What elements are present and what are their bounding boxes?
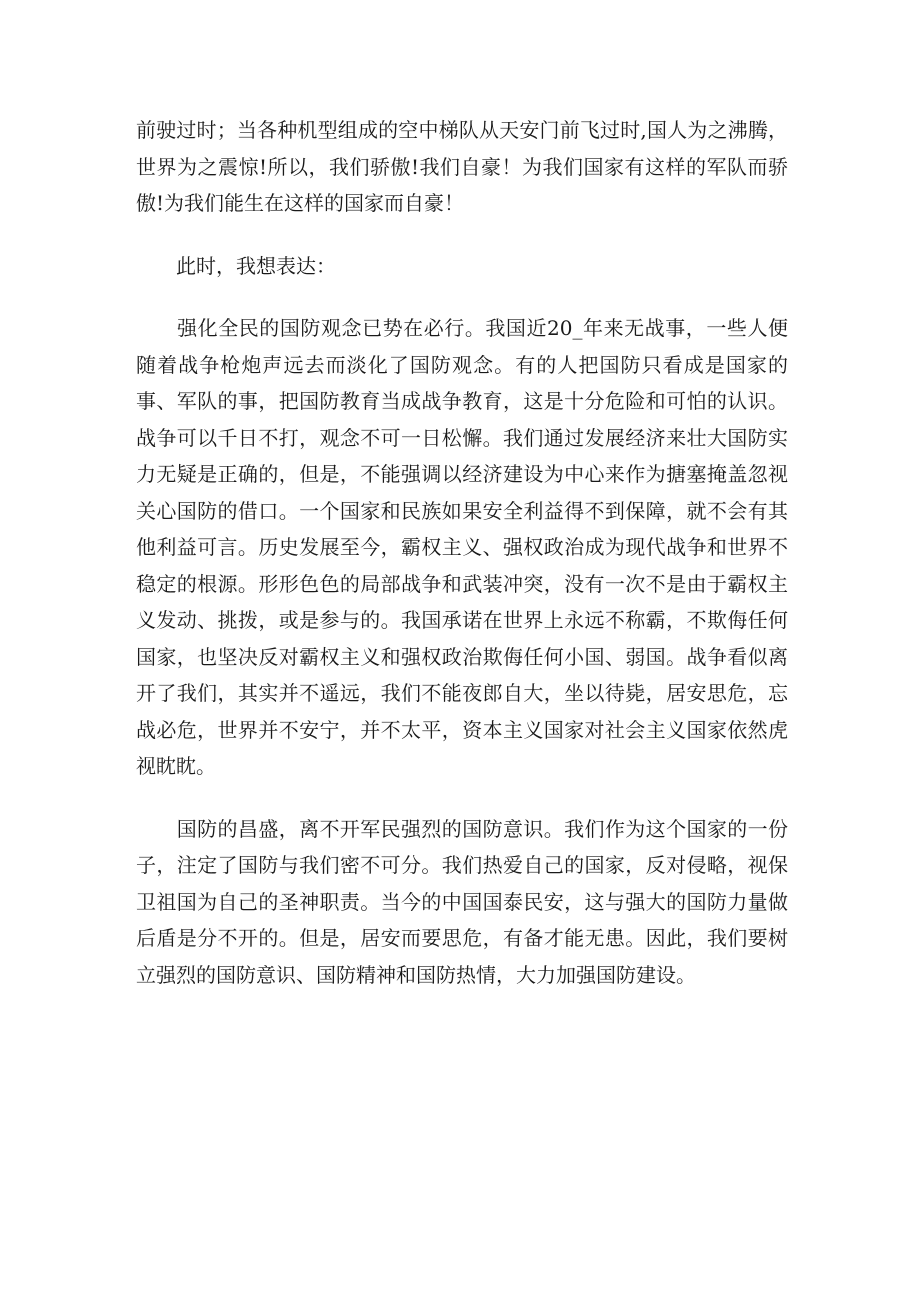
paragraph-national-defense-awareness: 强化全民的国防观念已势在必行。我国近20_年来无战事，一些人便随着战争枪炮声远去而淡化了国防观念。有的人把国防只看成是国家的事、军队的事，把国防教育当成战争教育，这是十分危险和可怕的认识。战争可以千日不打，观念不可一日松懈。我们通过发展经济来壮大国防实力无疑是正确的，但是，不能强调以经济建设为中心来作为搪塞掩盖忽视关心国防的借口。一个国家和民族如果安全利益得不到保障，就不会有其他利益可言。历史发展至今，霸权主义、强权政治成为现代战争和世界不稳定的根源。形形色色的局部战争和武装冲突，没有一次不是由于霸权主义发动、挑拨，或是参与的。我国承诺在世界上永远不称霸，不欺侮任何国家，也坚决反对霸权主义和强权政治欺侮任何小国、弱国。战争看似离开了我们，其实并不遥远，我们不能夜郎自大，坐以待毙，居安思危，忘战必危，世界并不安宁，并不太平，资本主义国家对社会主义国家依然虎视眈眈。 (136, 316, 788, 778)
document-body (136, 112, 788, 993)
paragraph-intro: 此时，我想表达： (136, 253, 336, 278)
paragraph-defense-prosperity: 国防的昌盛，离不开军民强烈的国防意识。我们作为这个国家的一份子，注定了国防与我们密不可分。我们热爱自己的国家，反对侵略，视保卫祖国为自己的圣神职责。当今的中国国泰民安，这与强大的国防力量做后盾是分不开的。但是，居安而要思危，有备才能无患。因此，我们要树立强烈的国防意识、国防精神和国防热情，大力加强国防建设。 (136, 816, 788, 987)
paragraph-continuation: 前驶过时；当各种机型组成的空中梯队从天安门前飞过时,国人为之沸腾，世界为之震惊!所以，我们骄傲!我们自豪！为我们国家有这样的军队而骄傲!为我们能生在这样的国家而自豪！ (136, 118, 788, 215)
